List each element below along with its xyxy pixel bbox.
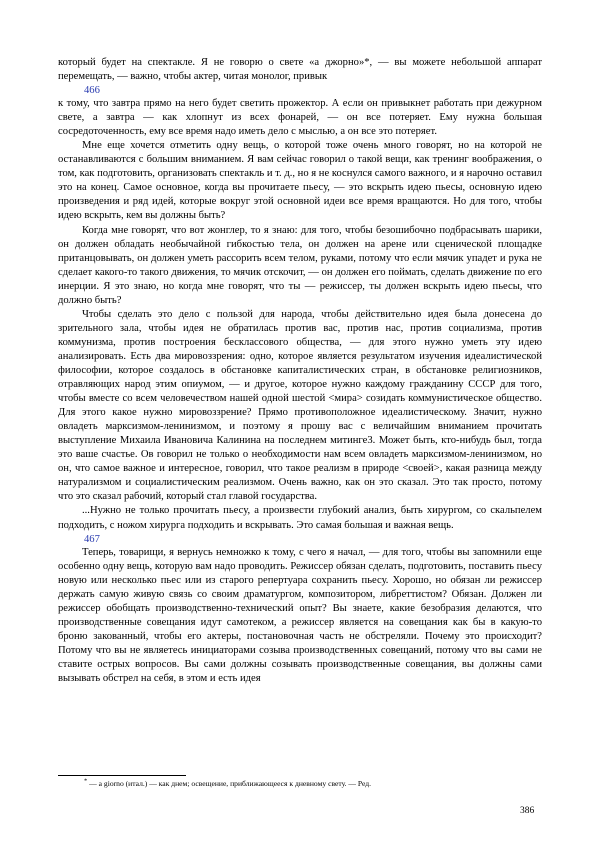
page-number: 386 (520, 806, 535, 816)
paragraph-5: Чтобы сделать это дело с пользой для народа, чтобы действительно идея была донесена до зрительного зала, чтобы идея не обратилась против вас, против нас, против социализма, против коммунизма, против построения бесклассового общества, — для этого нужно уметь эту идею анализировать. Есть два мировоззрения: одно, которое является результатом изучения идеалистической философии, которое создалось в обстановке капиталистических стран, в обстановке религиозников, отравляющих народ этим опиумом, — и другое, которое нужно каждому гражданину СССР для того, чтобы вместе со всем человечеством нашей одной шестой <мира> созидать коммунистическое общество. Для этого какое нужно мировоззрение? Прямо противоположное идеалистическому. Значит, нужно овладеть марксизмом-ленинизмом, и поэтому я прошу вас с величайшим вниманием прочитать выступление Михаила Ивановича Калинина на последнем митинге3. Может быть, кто-нибудь был, тогда это ваше счастье. Ов говорил не только о необходимости нам всем овладеть марксизмом-ленинизмом, но он, что самое важное и интересное, говорил, что такое реализм в природе <своей>, какая разница между натурализмом и социалистическим реализмом. Очень важно, как он это сказал. Это так просто, потому что это сказал рабочий, который стал главой государства. (58, 308, 542, 503)
footnote (84, 779, 544, 789)
page-marker-466: 466 (84, 85, 100, 97)
paragraph-2: к тому, что завтра прямо на него будет светить прожектор. А если он привыкнет работать при дежурном свете, а завтра — как хлопнут из всех фонарей, — он все потеряет. Ему нужна большая сосредоточенность, ему все время надо иметь дело с мыслью, а он все это потеряет. (58, 98, 542, 138)
footnote-marker: * (84, 777, 88, 785)
page-marker-467: 467 (84, 533, 100, 545)
footnote-divider (58, 775, 186, 776)
page-body (58, 56, 542, 686)
paragraph-4: Когда мне говорят, что вот жонглер, то я знаю: для того, чтобы безошибочно подбрасывать шарики, он должен обладать необычайной гибкостью тела, он должен на арене или сценической площадке пританцовывать, он должен уметь рассорить всем телом, руками, потому что если мячик упадет и рука не сделает какого-то такого движения, то мячик отскочит, — он должен его поймать, сделать движение по его инерции. Я это знаю, но когда мне говорят, что ты — режиссер, ты должен вскрыть идею пьесы, что должно быть? (58, 224, 542, 306)
paragraph-6: ...Нужно не только прочитать пьесу, а произвести глубокий анализ, быть хирургом, со скальпелем подходить, с ножом хирурга подходить и вскрывать. Это самая большая и важная вещь. (58, 505, 542, 531)
paragraph-7: Теперь, товарищи, я вернусь немножко к тому, с чего я начал, — для того, чтобы вы запомнили еще особенно одну вещь, которую вам надо проводить. Режиссер обязан сделать, подготовить, поставить пьесу новую или несколько пьес или из старого репертуара сохранить пьесу. Хорошо, но обязан ли режиссер держать самую живую связь со своим драматургом, композитором, либреттистом? Обязан. Должен ли режиссер обобщать производственно-технический опыт? Вы знаете, какие безобразия делаются, что производственные совещания идут самотеком, а режиссер является на совещания как бы в какую-то броню закованный, чтобы его актеры, постановочная часть не обстреляли. Почему это происходит? Потому что вы не являетесь инициаторами созыва производственных совещаний, потому что вы сами не ставите острых вопросов. Вы сами должны созывать производственные совещания, вы должны сами вызывать обстрел на себя, в этом и есть идея (58, 546, 542, 684)
paragraph-1: который будет на спектакле. Я не говорю о свете «а джорно»*, — вы можете небольшой аппарат перемещать, — важно, чтобы актер, читая монолог, привык (58, 57, 542, 83)
paragraph-3: Мне еще хочется отметить одну вещь, о которой тоже очень много говорят, но на которой не останавливаются с большим вниманием. Я вам сейчас говорил о такой вещи, как тренинг воображения, о том, как подготовить, организовать спектакль и т. д., но я не коснулся самого важного, и я нарочно оставил это на конец. Самое основное, когда вы прочитаете пьесу, — это вскрыть идею пьесы, основную идею произведения и ряд идей, которые вокруг этой основной идеи все время вращаются. Но для того, чтобы идею вскрыть, кем вы должны быть? (58, 140, 542, 222)
footnote-text: — a giorno (итал.) — как днем; освещение, приближающееся к дневному свету. — Ред. (87, 779, 372, 788)
